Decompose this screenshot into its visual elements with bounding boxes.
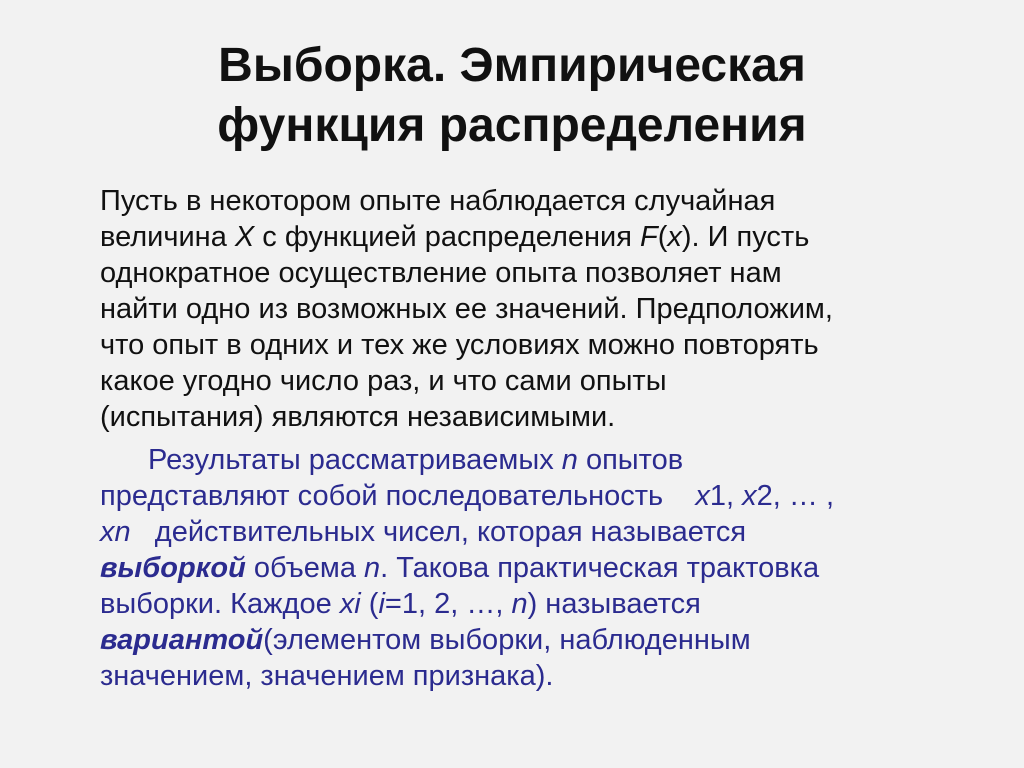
text-run: выборки. Каждое bbox=[100, 588, 340, 620]
paragraph1-line-2 bbox=[100, 219, 980, 255]
paragraph2-line-5 bbox=[100, 586, 980, 622]
paragraph2-line-1 bbox=[100, 442, 980, 478]
variable-x: x bbox=[667, 221, 682, 253]
text-run: ( bbox=[657, 221, 668, 253]
text-run: объема bbox=[245, 552, 365, 584]
paragraph1-line-1: Пусть в некотором опыте наблюдается случайная bbox=[100, 185, 776, 217]
paragraph2-line-3 bbox=[100, 514, 980, 550]
text-run: =1, 2, …, bbox=[384, 588, 512, 620]
paragraph2-line-7: значением, значением признака). bbox=[100, 660, 554, 692]
text-run: действительных чисел, которая называется bbox=[130, 516, 747, 548]
variable-i: i bbox=[378, 588, 385, 620]
paragraph2-line-6 bbox=[100, 622, 980, 658]
text-run: ). И пусть bbox=[681, 221, 810, 253]
paragraph1-line-3: однократное осуществление опыта позволяет нам bbox=[100, 257, 782, 289]
variable-X: X bbox=[234, 221, 255, 253]
text-run: величина bbox=[100, 221, 235, 253]
paragraph2-line-4 bbox=[100, 550, 980, 586]
text-run: опытов bbox=[577, 444, 684, 476]
text-run: Результаты рассматриваемых bbox=[148, 444, 562, 476]
text-run: ( bbox=[360, 588, 379, 620]
variable-n: n bbox=[364, 552, 381, 584]
text-run: ) называется bbox=[527, 588, 701, 620]
text-run: с функцией распределения bbox=[254, 221, 640, 253]
paragraph-definition bbox=[100, 183, 980, 435]
title-line-1: Выборка. Эмпирическая bbox=[218, 39, 806, 92]
text-run: представляют собой последовательность bbox=[100, 480, 696, 512]
variable-xn: xn bbox=[100, 516, 131, 548]
text-run: (элементом выборки, наблюденным bbox=[263, 624, 751, 656]
variable-xi: xi bbox=[339, 588, 361, 620]
paragraph1-line-4: найти одно из возможных ее значений. Предположим, bbox=[100, 293, 833, 325]
term-sample: выборкой bbox=[100, 552, 246, 584]
paragraph2-line-2 bbox=[100, 478, 980, 514]
variable-n: n bbox=[561, 444, 578, 476]
slide-title bbox=[60, 36, 964, 156]
text-run: 1, bbox=[709, 480, 743, 512]
variable-x2: x bbox=[742, 480, 757, 512]
paragraph1-line-6: какое угодно число раз, и что сами опыты bbox=[100, 365, 667, 397]
paragraph1-line-7: (испытания) являются независимыми. bbox=[100, 401, 616, 433]
paragraph-sample bbox=[100, 442, 980, 694]
term-variant: вариантой bbox=[100, 624, 264, 656]
title-line-2: функция распределения bbox=[217, 99, 807, 152]
text-run: . Такова практическая трактовка bbox=[380, 552, 820, 584]
variable-x1: x bbox=[695, 480, 710, 512]
variable-n: n bbox=[511, 588, 528, 620]
function-F: F bbox=[639, 221, 658, 253]
text-run: 2, … , bbox=[756, 480, 834, 512]
paragraph1-line-5: что опыт в одних и тех же условиях можно повторять bbox=[100, 329, 819, 361]
